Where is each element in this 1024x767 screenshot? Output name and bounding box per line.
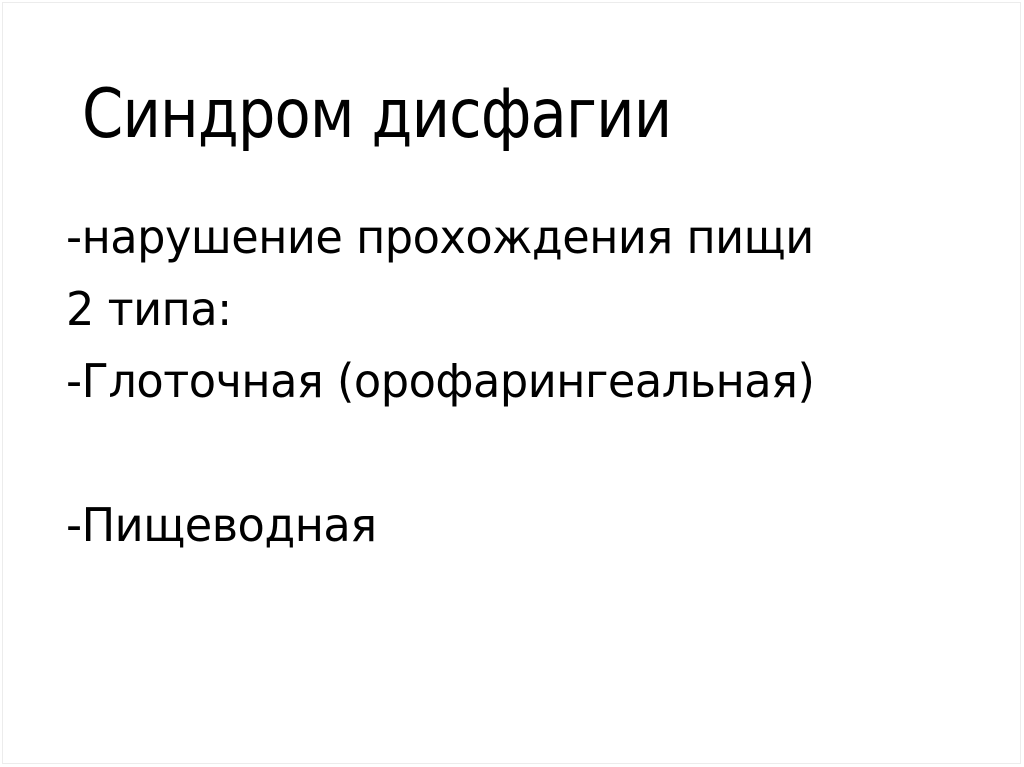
body-line: 2 типа: [66,282,232,336]
slide-body [66,201,814,561]
body-line: -Пищеводная [66,498,377,552]
body-line: -нарушение прохождения пищи [66,210,814,264]
body-line: -Глоточная (орофарингеальная) [66,354,815,408]
body-line [66,417,814,489]
slide-title: Синдром дисфагии [82,75,672,154]
